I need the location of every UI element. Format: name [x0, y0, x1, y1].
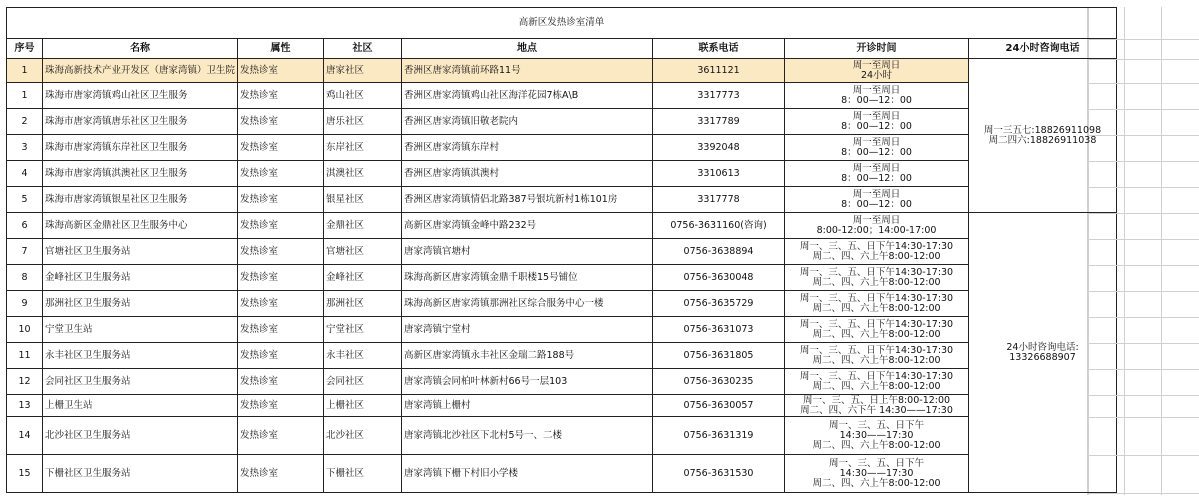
- community-cell: 淇澳社区: [324, 161, 402, 187]
- table-header-row: [7, 39, 1117, 59]
- phone-cell: 3310613: [653, 161, 785, 187]
- hours-line: 8：00—12：00: [841, 120, 912, 132]
- hours-cell: [785, 265, 969, 291]
- hours-line: 周二、四、六上午8:00-12:00: [812, 354, 941, 366]
- hours-line: 周二、四、六上午8:00-12:00: [812, 328, 941, 340]
- table-row: [7, 187, 1117, 213]
- row-number-cell: 15: [7, 455, 43, 493]
- community-cell: 那洲社区: [324, 291, 402, 317]
- hours-line: 周一、三、五、日下午14:30-17:30: [799, 266, 954, 278]
- type-cell: 发热诊室: [238, 161, 324, 187]
- hours-cell: [785, 187, 969, 213]
- type-cell: 发热诊室: [238, 187, 324, 213]
- header-cell: 开诊时间: [785, 39, 969, 59]
- address-cell: 唐家湾镇上栅村: [402, 395, 653, 417]
- table-row: [7, 317, 1117, 343]
- type-cell: 发热诊室: [238, 239, 324, 265]
- sheet-gridline: [1087, 83, 1199, 84]
- hours-cell: [785, 455, 969, 493]
- hours-line: 周一至周日: [852, 59, 901, 71]
- type-cell: 发热诊室: [238, 59, 324, 83]
- facility-name-cell: 永丰社区卫生服务站: [43, 343, 238, 369]
- phone-cell: 3317773: [653, 83, 785, 109]
- community-cell: 鸡山社区: [324, 83, 402, 109]
- sheet-gridline: [1087, 39, 1199, 40]
- hours-line: 周一、三、五、日下午14:30-17:30: [799, 318, 954, 330]
- phone-cell: 3317778: [653, 187, 785, 213]
- header-cell: 序号: [7, 39, 43, 59]
- hours-line: 8：00—12：00: [841, 146, 912, 158]
- row-number-cell: 14: [7, 417, 43, 455]
- row-number-cell: 1: [7, 59, 43, 83]
- type-cell: 发热诊室: [238, 455, 324, 493]
- address-cell: 香洲区唐家湾镇东岸村: [402, 135, 653, 161]
- row-number-cell: 6: [7, 213, 43, 239]
- address-cell: 香洲区唐家湾镇旧敬老院内: [402, 109, 653, 135]
- hours-line: 周一、三、五、日上午8:00-12:00: [802, 394, 951, 406]
- hours-line: 周一、三、五、日下午: [829, 419, 925, 431]
- table-row: [7, 239, 1117, 265]
- community-cell: 唐家社区: [324, 59, 402, 83]
- hours-cell: [785, 239, 969, 265]
- sheet-gridline: [1087, 109, 1199, 110]
- row-number-cell: 1: [7, 83, 43, 109]
- hours-line: 14:30——17:30: [839, 429, 914, 441]
- address-cell: 香洲区唐家湾镇前环路11号: [402, 59, 653, 83]
- table-row: [7, 161, 1117, 187]
- hours-line: 周一、三、五、日下午14:30-17:30: [799, 292, 954, 304]
- address-cell: 高新区唐家湾镇永丰社区金瑞二路188号: [402, 343, 653, 369]
- hours-line: 周一至周日: [852, 110, 901, 122]
- facility-name-cell: 北沙社区卫生服务站: [43, 417, 238, 455]
- hotline-line: 13326688907: [1009, 351, 1076, 363]
- hours-line: 24小时: [860, 69, 893, 81]
- row-number-cell: 4: [7, 161, 43, 187]
- address-cell: 高新区唐家湾镇金峰中路232号: [402, 213, 653, 239]
- facility-name-cell: 宁堂卫生站: [43, 317, 238, 343]
- phone-cell: 0756-3631805: [653, 343, 785, 369]
- hours-cell: [785, 109, 969, 135]
- type-cell: 发热诊室: [238, 395, 324, 417]
- phone-cell: 0756-3631319: [653, 417, 785, 455]
- address-cell: 唐家湾镇北沙社区下北村5号一、二楼: [402, 417, 653, 455]
- hours-line: 周二、四、六上午8:00-12:00: [812, 477, 941, 489]
- address-cell: 珠海高新区唐家湾镇金鼎千职楼15号铺位: [402, 265, 653, 291]
- sheet-gridline: [1087, 455, 1199, 456]
- phone-cell: 0756-3631160(咨询): [653, 213, 785, 239]
- community-cell: 金鼎社区: [324, 213, 402, 239]
- table-row: [7, 213, 1117, 239]
- facility-name-cell: 珠海高新技术产业开发区（唐家湾镇）卫生院: [43, 59, 238, 83]
- row-number-cell: 3: [7, 135, 43, 161]
- phone-cell: 3317789: [653, 109, 785, 135]
- type-cell: 发热诊室: [238, 213, 324, 239]
- community-cell: 下栅社区: [324, 455, 402, 493]
- hours-line: 周一至周日: [852, 214, 901, 226]
- community-cell: 银星社区: [324, 187, 402, 213]
- table-row: [7, 265, 1117, 291]
- hours-cell: [785, 343, 969, 369]
- row-number-cell: 11: [7, 343, 43, 369]
- table-row: [7, 417, 1117, 455]
- phone-cell: 0756-3631073: [653, 317, 785, 343]
- hours-line: 周一至周日: [852, 188, 901, 200]
- hours-line: 周一至周日: [852, 84, 901, 96]
- sheet-gridline: [1087, 239, 1199, 240]
- address-cell: 香洲区唐家湾镇鸡山社区海洋花园7栋A\B: [402, 83, 653, 109]
- hours-cell: [785, 369, 969, 395]
- hours-line: 14:30——17:30: [839, 467, 914, 479]
- table-row: [7, 135, 1117, 161]
- phone-cell: 0756-3635729: [653, 291, 785, 317]
- sheet-gridline: [1087, 317, 1199, 318]
- sheet-gridline: [1087, 161, 1199, 162]
- community-cell: 永丰社区: [324, 343, 402, 369]
- type-cell: 发热诊室: [238, 317, 324, 343]
- hours-line: 周一、三、五、日下午: [829, 457, 925, 469]
- community-cell: 唐乐社区: [324, 109, 402, 135]
- hours-line: 8:00-12:00；14:00-17:00: [816, 224, 937, 236]
- header-cell: 地点: [402, 39, 653, 59]
- sheet-gridline: [1124, 7, 1125, 495]
- facility-name-cell: 上栅卫生站: [43, 395, 238, 417]
- header-cell: 24小时咨询电话: [969, 39, 1117, 59]
- type-cell: 发热诊室: [238, 291, 324, 317]
- community-cell: 上栅社区: [324, 395, 402, 417]
- table-row: [7, 369, 1117, 395]
- sheet-gridline: [1087, 265, 1199, 266]
- table-row: [7, 59, 1117, 83]
- table-row: [7, 455, 1117, 493]
- community-cell: 宁堂社区: [324, 317, 402, 343]
- sheet-gridline: [1087, 213, 1199, 214]
- type-cell: 发热诊室: [238, 135, 324, 161]
- sheet-gridline: [1087, 395, 1199, 396]
- hours-line: 周二、四、六上午8:00-12:00: [812, 380, 941, 392]
- phone-cell: 0756-3630235: [653, 369, 785, 395]
- facility-name-cell: 金峰社区卫生服务站: [43, 265, 238, 291]
- hours-cell: [785, 213, 969, 239]
- hours-cell: [785, 317, 969, 343]
- facility-name-cell: 珠海市唐家湾镇银星社区卫生服务: [43, 187, 238, 213]
- hours-line: 周一、三、五、日下午14:30-17:30: [799, 370, 954, 382]
- hours-line: 8：00—12：00: [841, 172, 912, 184]
- hours-line: 周二、四、六上午8:00-12:00: [812, 276, 941, 288]
- community-cell: 北沙社区: [324, 417, 402, 455]
- hours-line: 周一至周日: [852, 162, 901, 174]
- facility-name-cell: 珠海市唐家湾镇淇澳社区卫生服务: [43, 161, 238, 187]
- facility-name-cell: 珠海市唐家湾镇鸡山社区卫生服务: [43, 83, 238, 109]
- header-cell: 联系电话: [653, 39, 785, 59]
- page-title: 高新区发热诊室清单: [7, 8, 1117, 39]
- community-cell: 东岸社区: [324, 135, 402, 161]
- sheet-gridline: [1087, 493, 1199, 494]
- type-cell: 发热诊室: [238, 343, 324, 369]
- fever-clinic-table: [6, 7, 1117, 493]
- sheet-gridline: [1161, 7, 1162, 495]
- sheet-gridline: [1087, 343, 1199, 344]
- sheet-gridline: [1087, 417, 1199, 418]
- hours-line: 周一至周日: [852, 136, 901, 148]
- address-cell: 唐家湾镇下栅下村旧小学楼: [402, 455, 653, 493]
- facility-name-cell: 珠海市唐家湾镇唐乐社区卫生服务: [43, 109, 238, 135]
- address-cell: 唐家湾镇宁堂村: [402, 317, 653, 343]
- hotline-cell: [969, 213, 1117, 493]
- facility-name-cell: 官塘社区卫生服务站: [43, 239, 238, 265]
- phone-cell: 0756-3630048: [653, 265, 785, 291]
- table-row: [7, 83, 1117, 109]
- type-cell: 发热诊室: [238, 265, 324, 291]
- community-cell: 官塘社区: [324, 239, 402, 265]
- row-number-cell: 10: [7, 317, 43, 343]
- sheet-gridline: [1087, 59, 1199, 60]
- phone-cell: 0756-3630057: [653, 395, 785, 417]
- facility-name-cell: 下栅社区卫生服务站: [43, 455, 238, 493]
- table-row: [7, 109, 1117, 135]
- row-number-cell: 12: [7, 369, 43, 395]
- address-cell: 珠海高新区唐家湾镇那洲社区综合服务中心一楼: [402, 291, 653, 317]
- hours-cell: [785, 83, 969, 109]
- row-number-cell: 2: [7, 109, 43, 135]
- row-number-cell: 13: [7, 395, 43, 417]
- header-cell: 社区: [324, 39, 402, 59]
- row-number-cell: 9: [7, 291, 43, 317]
- hours-cell: [785, 395, 969, 417]
- hours-line: 周二、四、六上午8:00-12:00: [812, 439, 941, 451]
- address-cell: 唐家湾镇官塘村: [402, 239, 653, 265]
- facility-name-cell: 珠海高新区金鼎社区卫生服务中心: [43, 213, 238, 239]
- type-cell: 发热诊室: [238, 369, 324, 395]
- address-cell: 唐家湾镇会同柏叶林新村66号一层103: [402, 369, 653, 395]
- type-cell: 发热诊室: [238, 417, 324, 455]
- facility-name-cell: 珠海市唐家湾镇东岸社区卫生服务: [43, 135, 238, 161]
- hours-cell: [785, 417, 969, 455]
- address-cell: 香洲区唐家湾镇情侣北路387号银坑新村1栋101房: [402, 187, 653, 213]
- table-row: [7, 291, 1117, 317]
- hours-line: 周一、三、五、日下午14:30-17:30: [799, 240, 954, 252]
- community-cell: 会同社区: [324, 369, 402, 395]
- hotline-line: 周一三五七:18826911098: [983, 124, 1102, 136]
- row-number-cell: 5: [7, 187, 43, 213]
- phone-cell: 0756-3631530: [653, 455, 785, 493]
- hours-cell: [785, 135, 969, 161]
- phone-cell: 3392048: [653, 135, 785, 161]
- facility-name-cell: 那洲社区卫生服务站: [43, 291, 238, 317]
- phone-cell: 0756-3638894: [653, 239, 785, 265]
- phone-cell: 3611121: [653, 59, 785, 83]
- hours-line: 周二、四、六上午8:00-12:00: [812, 302, 941, 314]
- hours-line: 周二、四、六上午8:00-12:00: [812, 250, 941, 262]
- hours-cell: [785, 161, 969, 187]
- hours-cell: [785, 59, 969, 83]
- hours-line: 8：00—12：00: [841, 94, 912, 106]
- hours-line: 周二、四、六下午 14:30——17:30: [800, 404, 953, 416]
- header-cell: 属性: [238, 39, 324, 59]
- type-cell: 发热诊室: [238, 109, 324, 135]
- hours-line: 周一、三、五、日下午14:30-17:30: [799, 344, 954, 356]
- type-cell: 发热诊室: [238, 83, 324, 109]
- hotline-line: 周二四六:18826911038: [988, 134, 1097, 146]
- sheet-gridline: [1087, 291, 1199, 292]
- hotline-line: 24小时咨询电话:: [1006, 341, 1079, 353]
- community-cell: 金峰社区: [324, 265, 402, 291]
- row-number-cell: 7: [7, 239, 43, 265]
- header-cell: 名称: [43, 39, 238, 59]
- facility-name-cell: 会同社区卫生服务站: [43, 369, 238, 395]
- table-row: [7, 395, 1117, 417]
- table-row: [7, 343, 1117, 369]
- address-cell: 香洲区唐家湾镇淇澳村: [402, 161, 653, 187]
- hours-line: 8：00—12：00: [841, 198, 912, 210]
- sheet-gridline: [1087, 369, 1199, 370]
- sheet-gridline: [1087, 135, 1199, 136]
- hours-cell: [785, 291, 969, 317]
- sheet-gridline: [1087, 187, 1199, 188]
- row-number-cell: 8: [7, 265, 43, 291]
